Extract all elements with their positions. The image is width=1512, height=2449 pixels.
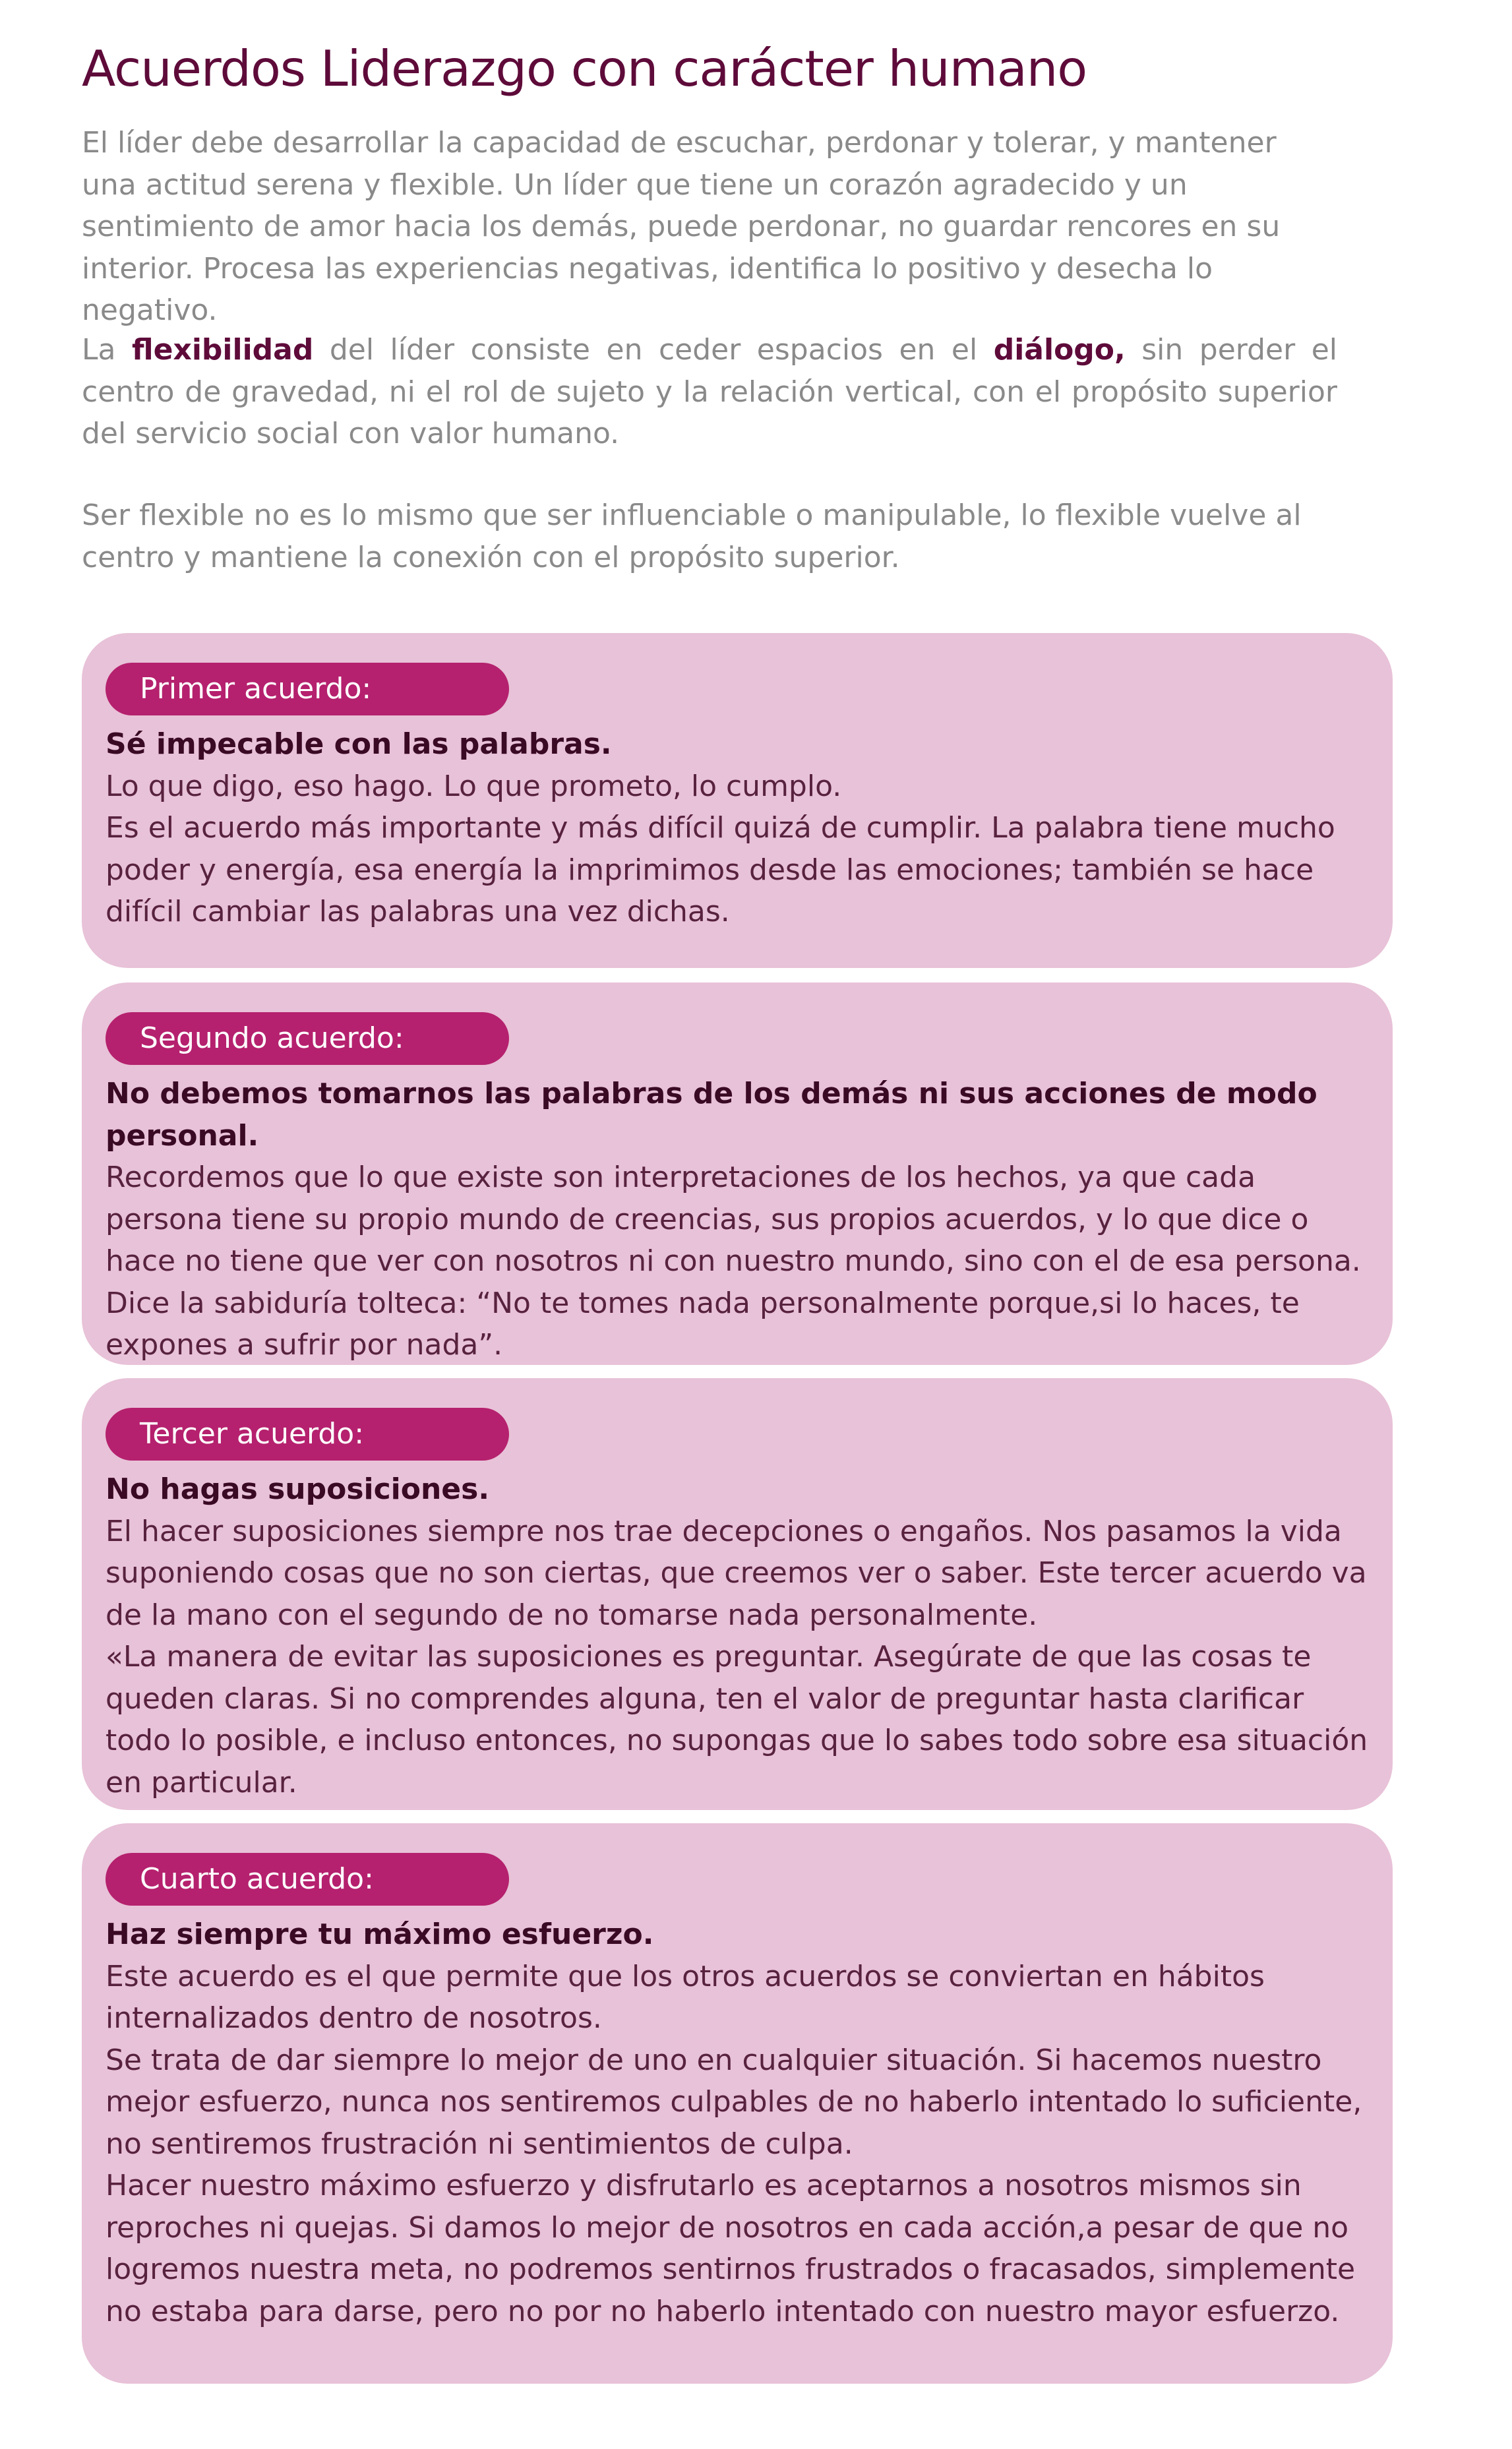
intro-paragraph-3: Ser flexible no es lo mismo que ser influenciable o manipulable, lo flexible vuelve al centro y mantiene la conexión con el propósito superior. bbox=[82, 499, 1302, 574]
agreement-body-2 bbox=[106, 1073, 1372, 1366]
agreement-card-4 bbox=[82, 1823, 1393, 2384]
agreement-card-2 bbox=[82, 983, 1393, 1365]
agreement-label-2: Segundo acuerdo: bbox=[106, 1012, 509, 1065]
agreement-lead-1: Sé impecable con las palabras. bbox=[106, 727, 612, 761]
agreement-label-4: Cuarto acuerdo: bbox=[106, 1853, 509, 1906]
agreement-card-3 bbox=[82, 1378, 1393, 1810]
agreement-text-line: Hacer nuestro máximo esfuerzo y disfrutarlo es aceptarnos a nosotros mismos sin reproches ni quejas. Si damos lo mejor de nosotros en cada acción,a pesar de que no logremos nuestra meta, no podremos sentirnos frustrados o fracasados, simplemente no estaba para darse, pero no por no haberlo intentado con nuestro mayor esfuerzo. bbox=[106, 2169, 1356, 2328]
agreement-label-1: Primer acuerdo: bbox=[106, 663, 509, 715]
agreement-lead-3: No hagas suposiciones. bbox=[106, 1472, 490, 1506]
agreement-body-4 bbox=[106, 1914, 1372, 2332]
agreement-card-1 bbox=[82, 633, 1393, 968]
intro-p2-pre: La bbox=[82, 333, 132, 367]
agreement-text-line: Este acuerdo es el que permite que los otros acuerdos se conviertan en hábitos internalizados dentro de nosotros. bbox=[106, 1959, 1265, 2035]
agreement-lead-2: No debemos tomarnos las palabras de los demás ni sus acciones de modo personal. bbox=[106, 1077, 1317, 1153]
term-dialogo: diálogo, bbox=[993, 333, 1126, 367]
agreement-text-line: Lo que digo, eso hago. Lo que prometo, lo cumplo. bbox=[106, 769, 842, 803]
intro-paragraph-2 bbox=[82, 329, 1337, 455]
agreement-label-3: Tercer acuerdo: bbox=[106, 1408, 509, 1461]
agreement-text-line: Se trata de dar siempre lo mejor de uno en cualquier situación. Si hacemos nuestro mejor esfuerzo, nunca nos sentiremos culpables de no haberlo intentado lo suficiente, no sentiremos frustración ni sentimientos de culpa. bbox=[106, 2043, 1362, 2161]
agreement-body-1 bbox=[106, 723, 1372, 933]
intro-paragraph-1: El líder debe desarrollar la capacidad de escuchar, perdonar y tolerar, y mantener una actitud serena y flexible. Un líder que tiene un corazón agradecido y un sentimiento de amor hacia los demás, puede perdonar, no guardar rencores en su interior. Procesa las experiencias negativas, identifica lo positivo y desecha lo negativo. bbox=[82, 126, 1281, 327]
agreement-body-3 bbox=[106, 1468, 1372, 1803]
agreement-lead-4: Haz siempre tu máximo esfuerzo. bbox=[106, 1918, 654, 1951]
agreement-text-line: El hacer suposiciones siempre nos trae decepciones o engaños. Nos pasamos la vida suponiendo cosas que no son ciertas, que creemos ver o saber. Este tercer acuerdo va de la mano con el segundo de no tomarse nada personalmente. bbox=[106, 1514, 1367, 1632]
intro-p2-post: sin perder el centro de gravedad, ni el rol de sujeto y la relación vertical, con el propósito superior del servicio social con valor humano. bbox=[82, 333, 1337, 450]
intro-p2-mid: del líder consiste en ceder espacios en el bbox=[313, 333, 994, 367]
agreement-text-line: Recordemos que lo que existe son interpretaciones de los hechos, ya que cada persona tiene su propio mundo de creencias, sus propios acuerdos, y lo que dice o hace no tiene que ver con nosotros ni con nuestro mundo, sino con el de esa persona. bbox=[106, 1161, 1361, 1278]
page-title: Acuerdos Liderazgo con carácter humano bbox=[82, 40, 1087, 98]
agreement-text-line: Es el acuerdo más importante y más difícil quizá de cumplir. La palabra tiene mucho poder y energía, esa energía la imprimimos desde las emociones; también se hace difícil cambiar las palabras una vez dichas. bbox=[106, 811, 1335, 928]
agreement-text-line: Dice la sabiduría tolteca: “No te tomes nada personalmente porque,si lo haces, te expones a sufrir por nada”. bbox=[106, 1286, 1300, 1362]
agreement-text-line: «La manera de evitar las suposiciones es preguntar. Asegúrate de que las cosas te queden claras. Si no comprendes alguna, ten el valor de preguntar hasta clarificar todo lo posible, e incluso entonces, no supongas que lo sabes todo sobre esa situación en particular. bbox=[106, 1640, 1368, 1799]
term-flexibilidad: flexibilidad bbox=[131, 333, 314, 367]
